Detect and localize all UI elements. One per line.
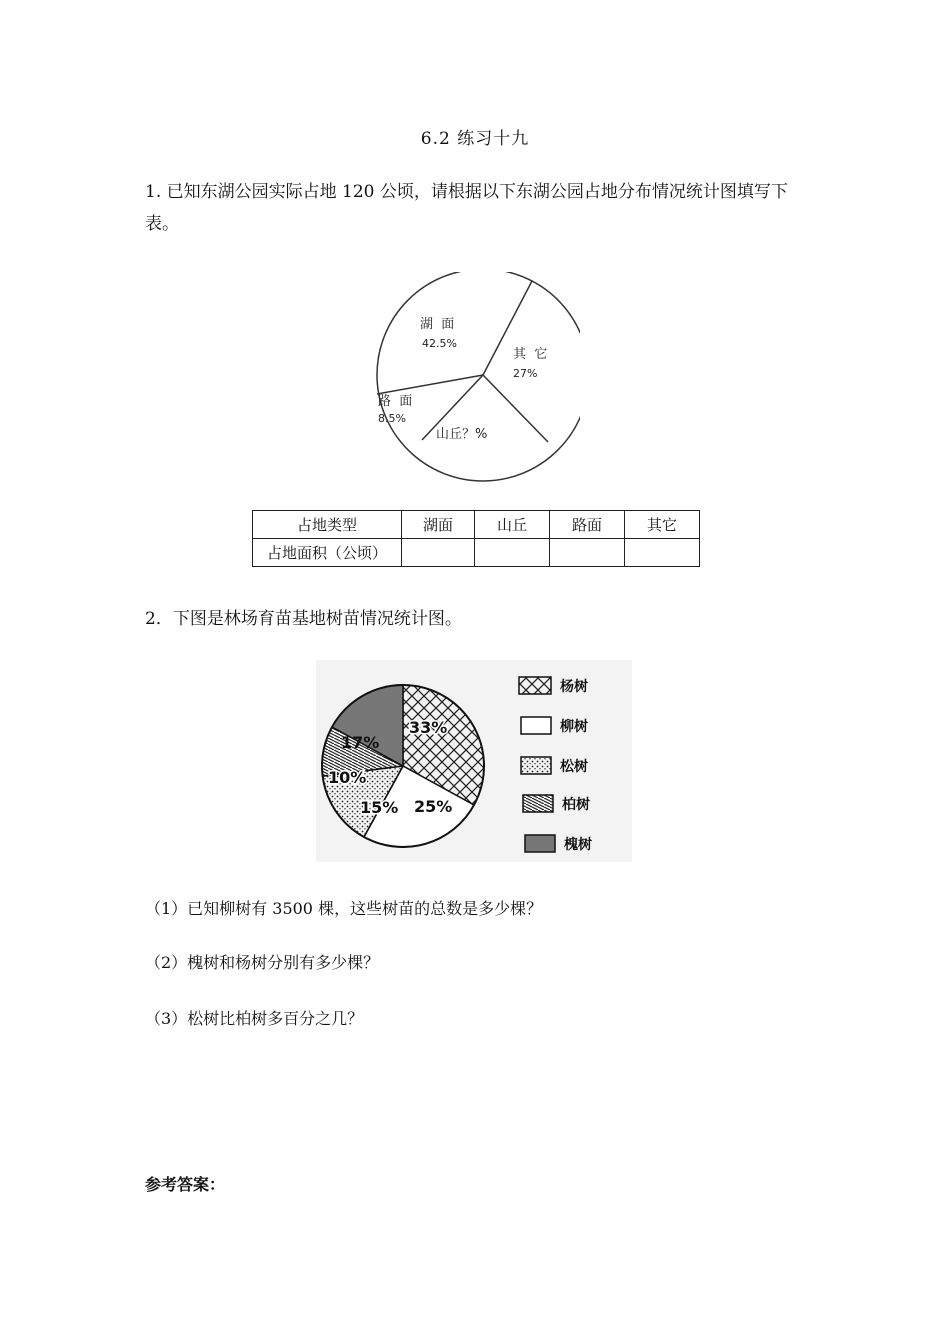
table-header-cell: 山丘	[475, 511, 550, 539]
tree-seedling-pie-chart	[316, 660, 632, 862]
table-cell-blank	[625, 539, 700, 567]
legend-swatch-pagoda	[525, 835, 555, 852]
slice-value-other: 27%	[513, 367, 538, 380]
slice-label-road: 路 面	[378, 394, 413, 409]
table-header-cell: 其它	[625, 511, 700, 539]
pie-value-pine: 15%	[360, 798, 399, 817]
legend-swatch-poplar	[519, 677, 551, 694]
question-1-text: 1. 已知东湖公园实际占地 120 公顷，请根据以下东湖公园占地分布情况统计图填写下表。	[145, 182, 788, 234]
legend-swatch-cypress	[523, 795, 553, 812]
legend-label-cypress: 柏树	[562, 797, 590, 813]
sub-question-1: （1）已知柳树有 3500 棵，这些树苗的总数是多少棵？	[145, 899, 543, 918]
pie1-divider-right	[483, 375, 548, 442]
table-header-cell: 路面	[550, 511, 625, 539]
pie-value-poplar: 33%	[409, 718, 448, 737]
slice-label-lake: 湖 面	[420, 317, 455, 332]
table-header-cell: 湖面	[402, 511, 475, 539]
park-area-pie-chart	[370, 272, 580, 482]
legend-label-willow: 柳树	[560, 719, 588, 735]
table-cell-blank	[550, 539, 625, 567]
slice-label-hill: 山丘？%	[436, 427, 488, 442]
legend-label-poplar: 杨树	[560, 679, 588, 695]
slice-value-road: 8.5%	[378, 412, 406, 425]
pie-value-cypress: 10%	[328, 768, 367, 787]
table-cell-blank	[402, 539, 475, 567]
table-header-cell: 占地类型	[253, 511, 402, 539]
table-cell-blank	[475, 539, 550, 567]
legend-label-pine: 松树	[560, 759, 588, 775]
area-table	[252, 510, 700, 567]
sub-question-2: （2）槐树和杨树分别有多少棵？	[145, 953, 380, 972]
pie-value-pagoda: 17%	[341, 733, 380, 752]
sub-question-3: （3）松树比柏树多百分之几？	[145, 1009, 364, 1028]
slice-label-other: 其 它	[513, 347, 548, 362]
question-2-text: 2．下图是林场育苗基地树苗情况统计图。	[145, 609, 462, 629]
slice-value-lake: 42.5%	[422, 337, 457, 350]
legend-swatch-willow	[521, 717, 551, 734]
pie-value-willow: 25%	[414, 797, 453, 816]
table-row	[253, 539, 700, 567]
table-header-row	[253, 511, 700, 539]
legend-swatch-pine	[521, 757, 551, 774]
chart-legend	[519, 677, 592, 853]
answers-heading: 参考答案：	[145, 1175, 226, 1194]
page-title: 6.2 练习十九	[420, 129, 530, 149]
table-row-label: 占地面积（公顷）	[253, 539, 402, 567]
legend-label-pagoda: 槐树	[564, 837, 592, 853]
